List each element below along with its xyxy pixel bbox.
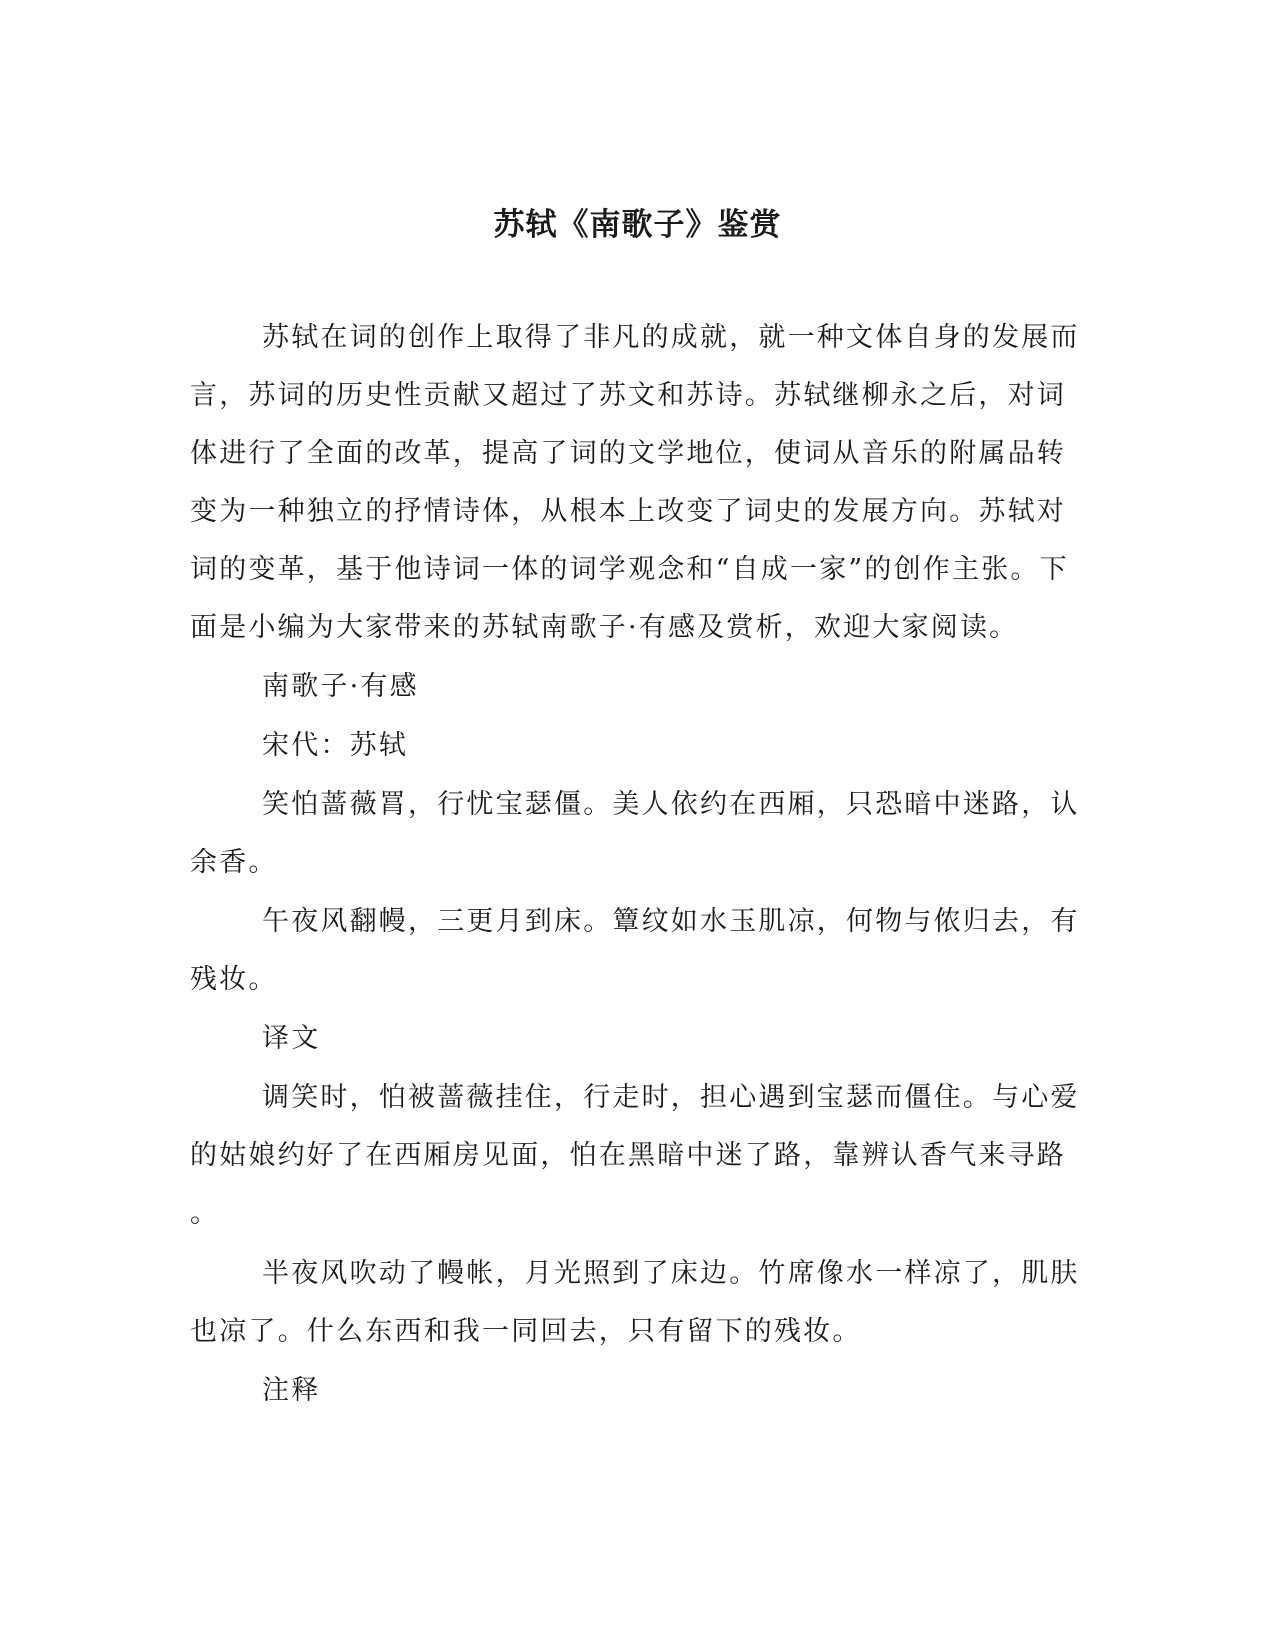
notes-heading: 注释 bbox=[262, 1375, 321, 1406]
intro-line: 体进行了全面的改革，提高了词的文学地位，使词从音乐的附属品转 bbox=[190, 438, 1066, 469]
poem-line: 笑怕蔷薇罥，行忧宝瑟僵。美人依约在西厢，只恐暗中迷路，认 bbox=[262, 789, 1080, 820]
translation-line: 的姑娘约好了在西厢房见面，怕在黑暗中迷了路，靠辨认香气来寻路 bbox=[190, 1140, 1066, 1171]
poem-line: 余香。 bbox=[190, 847, 278, 878]
translation-line: 调笑时，怕被蔷薇挂住，行走时，担心遇到宝瑟而僵住。与心爱 bbox=[262, 1082, 1080, 1113]
poem-title: 南歌子·有感 bbox=[262, 671, 419, 702]
intro-line: 言，苏词的历史性贡献又超过了苏文和苏诗。苏轼继柳永之后，对词 bbox=[190, 380, 1066, 411]
poem-author: 宋代：苏轼 bbox=[262, 730, 408, 761]
translation-line: 半夜风吹动了幔帐，月光照到了床边。竹席像水一样凉了，肌肤 bbox=[262, 1258, 1080, 1289]
intro-line: 面是小编为大家带来的苏轼南歌子·有感及赏析，欢迎大家阅读。 bbox=[190, 612, 1019, 643]
translation-heading: 译文 bbox=[262, 1023, 321, 1054]
translation-line: 。 bbox=[190, 1198, 220, 1229]
intro-line: 词的变革，基于他诗词一体的词学观念和“自成一家”的创作主张。下 bbox=[190, 554, 1069, 585]
poem-line: 残妆。 bbox=[190, 964, 278, 995]
poem-line: 午夜风翻幔，三更月到床。簟纹如水玉肌凉，何物与侬归去，有 bbox=[262, 906, 1080, 937]
intro-line: 变为一种独立的抒情诗体，从根本上改变了词史的发展方向。苏轼对 bbox=[190, 496, 1066, 527]
intro-line: 苏轼在词的创作上取得了非凡的成就，就一种文体自身的发展而 bbox=[262, 322, 1080, 353]
page-title: 苏轼《南歌子》鉴赏 bbox=[493, 207, 782, 243]
translation-line: 也凉了。什么东西和我一同回去，只有留下的残妆。 bbox=[190, 1316, 862, 1347]
